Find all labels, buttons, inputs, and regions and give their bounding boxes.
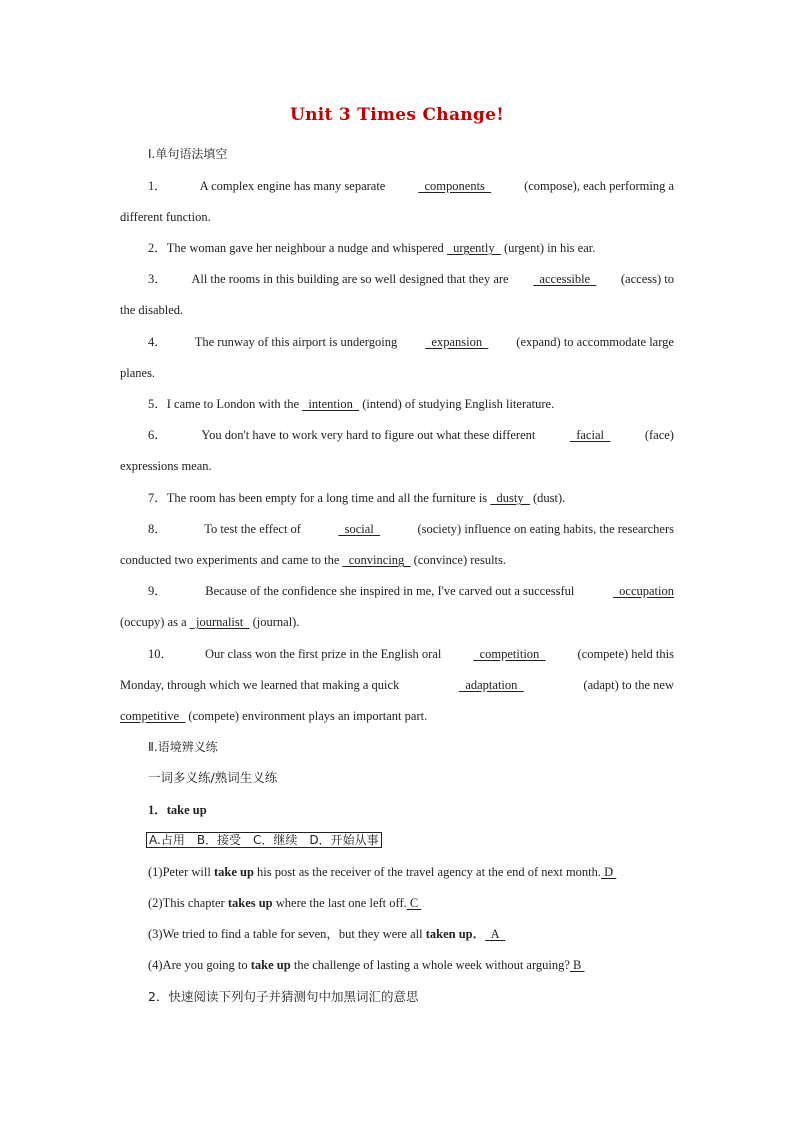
question-hint: (access) to [620,272,674,286]
item-text: (3)We tried to find a table for seven，but they were all [148,927,426,941]
question-number: 4． [148,335,167,349]
question-number: 9． [148,584,167,598]
question-number: 2． [148,241,167,255]
question-text: The woman gave her neighbour a nudge and whispered [166,241,444,255]
question-continuation: expressions mean. [120,459,212,473]
question-continuation: planes. [120,366,156,380]
question-1 [120,178,674,194]
answer-blank: social [338,522,381,536]
answer-blank: intention [302,397,360,411]
bold-phrase: take up [213,865,254,879]
question-continuation [120,708,427,724]
question-8 [120,521,674,537]
question-2 [148,240,595,256]
question-number: 8． [148,522,167,536]
q2-label: 2．快速阅读下列句子并猜测句中加黑词汇的意思 [148,989,419,1004]
page-title: Unit 3 Times Change! [290,105,504,125]
bold-phrase: take up [250,958,291,972]
question-6 [120,427,674,443]
question-text: All the rooms in this building are so well designed that they are [191,272,509,286]
q1-item-4 [148,957,585,973]
section-2-heading: Ⅱ.语境辨义练 [148,740,218,754]
question-7 [148,490,565,506]
question-number: 10． [148,647,174,661]
question-number: 5． [148,397,167,411]
question-10 [120,646,674,662]
question-3 [120,271,674,287]
item-text: where the last one left off. [272,896,407,910]
item-text: (1)Peter will [148,865,214,879]
question-hint: (compete) environment plays an important part. [188,709,428,723]
answer-blank: D [601,865,617,879]
question-4 [120,334,674,350]
question-hint: (compete) held this [577,647,674,661]
question-continuation [120,552,506,568]
question-text: The room has been empty for a long time and all the furniture is [166,491,488,505]
question-number: 6． [148,428,167,442]
section-1-heading: Ⅰ.单句语法填空 [148,147,228,161]
question-hint: (society) influence on eating habits, the researchers [417,522,674,536]
question-hint: (convince) results. [413,553,506,567]
answer-blank: dusty [490,491,530,505]
answer-blank: urgently [446,241,501,255]
question-number: 3． [148,272,167,286]
section-2-subheading: 一词多义练/熟词生义练 [148,770,278,785]
question-hint: (dust). [533,491,566,505]
q1-item-3 [148,926,505,942]
question-text: conducted two experiments and came to the [120,553,340,567]
answer-blank: adaptation [459,678,524,692]
question-hint: (journal). [252,615,300,629]
question-hint: (urgent) in his ear. [503,241,596,255]
question-hint: (adapt) to the new [583,678,674,692]
answer-blank: journalist [189,615,250,629]
item-text: (2)This chapter [148,896,228,910]
question-9 [120,583,674,599]
item-text: the challenge of lasting a whole week without arguing? [290,958,570,972]
bold-phrase: takes up [227,896,273,910]
question-continuation: different function. [120,210,211,224]
answer-blank: competition [473,647,546,661]
answer-blank: occupation [612,584,674,598]
question-text: Our class won the first prize in the English oral [204,647,442,661]
item-text: his post as the receiver of the travel agency at the end of next month. [253,865,602,879]
question-hint: (face) [644,428,674,442]
question-continuation [120,614,299,630]
answer-blank: expansion [425,335,489,349]
question-text: Because of the confidence she inspired in me, I've carved out a successful [205,584,575,598]
question-text: Monday, through which we learned that making a quick [120,678,400,692]
question-text: To test the effect of [204,522,301,536]
answer-blank: A [485,927,506,941]
bold-phrase: taken up． [425,927,486,941]
question-number: 7． [148,491,167,505]
question-hint: (expand) to accommodate large [516,335,674,349]
question-text: (occupy) as a [120,615,187,629]
q1-label: 1．take up [148,803,207,817]
question-continuation: the disabled. [120,303,184,317]
question-text: I came to London with the [166,397,300,411]
answer-blank: B [569,958,585,972]
question-number: 1． [148,179,167,193]
q1-item-1 [148,864,616,880]
answer-blank: components [418,179,492,193]
question-continuation [120,677,674,693]
q1-item-2 [148,895,421,911]
answer-blank: convincing [342,553,411,567]
question-text: A complex engine has many separate [199,179,386,193]
options-box: A.占用 B．接受 C．继续 D．开始从事 [146,832,382,848]
answer-blank: competitive [120,709,186,723]
answer-blank: accessible [533,272,597,286]
question-text: You don't have to work very hard to figure out what these different [201,428,536,442]
item-text: (4)Are you going to [148,958,251,972]
answer-blank: facial [569,428,611,442]
question-5 [148,396,554,412]
options-row [146,832,382,848]
question-text: The runway of this airport is undergoing [194,335,398,349]
question-hint: (compose), each performing a [524,179,674,193]
question-hint: (intend) of studying English literature. [362,397,555,411]
answer-blank: C [406,896,422,910]
